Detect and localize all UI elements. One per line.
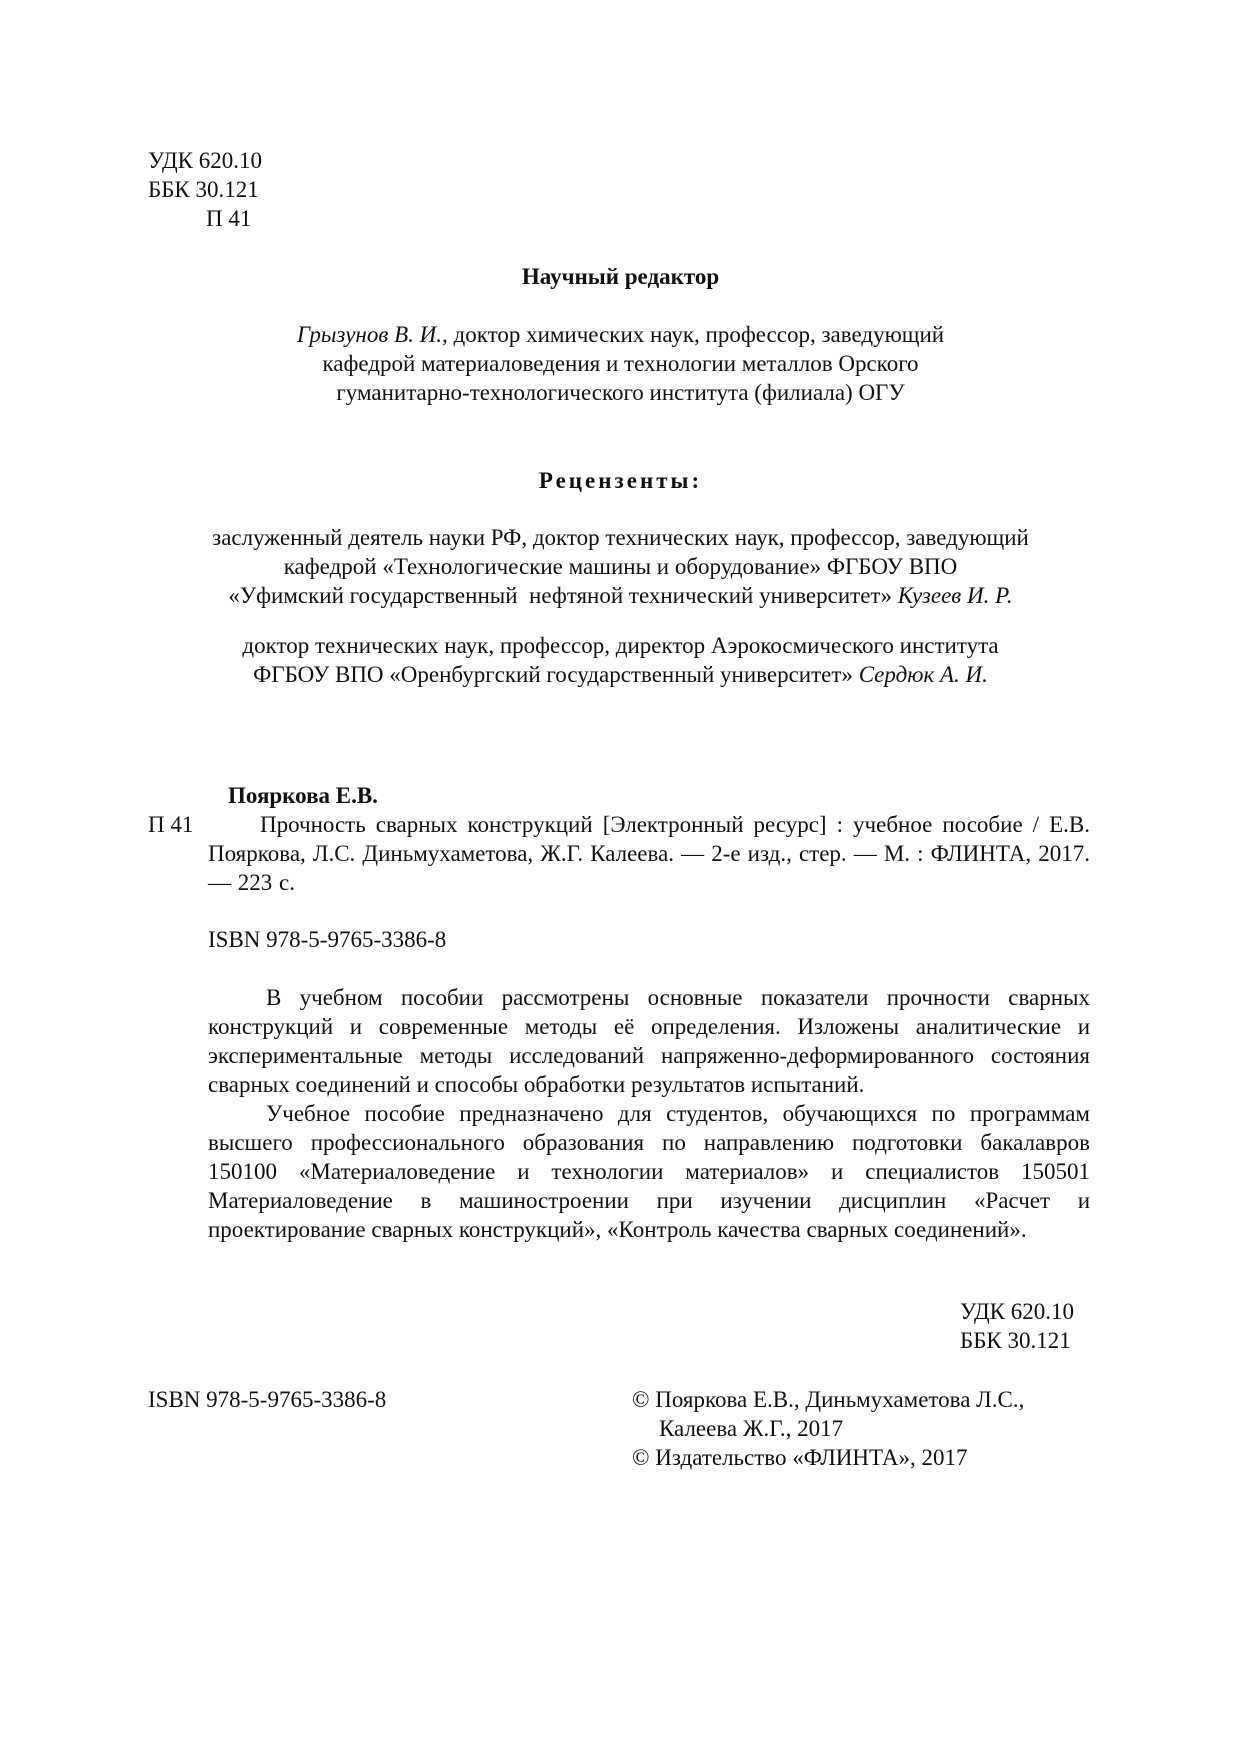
- bbk-code: ББК 30.121: [148, 177, 259, 202]
- reviewer-2: [0, 631, 1241, 689]
- scientific-editor-line-2: кафедрой материаловедения и технологии металлов Орского: [322, 351, 919, 376]
- udk-code: УДК 620.10: [148, 148, 262, 173]
- classification-block: [148, 146, 262, 233]
- copyright-line-3: © Издательство «ФЛИНТА», 2017: [632, 1445, 968, 1470]
- reviewers-heading: Рецензенты:: [538, 468, 703, 493]
- reviewer-2-line-1: доктор технических наук, профессор, директор Аэрокосмического института: [242, 633, 999, 658]
- scientific-editor-title: доктор химических наук, профессор, заведующий: [447, 322, 945, 347]
- copyright-line-1: © Пояркова Е.В., Диньмухаметова Л.С.,: [632, 1387, 1025, 1412]
- scientific-editor-heading: Научный редактор: [521, 264, 720, 289]
- reviewer-1-line-1: заслуженный деятель науки РФ, доктор технических наук, профессор, заведующий: [212, 525, 1029, 550]
- copyright-line-2: Калеева Ж.Г., 2017: [659, 1416, 844, 1441]
- reviewer-2-line-2: [0, 660, 1241, 689]
- annotation-paragraph-2: Учебное пособие предназначено для студентов, обучающихся по программам высшего профессионального образования по направлению подготовки бакалавров 150100 «Материаловедение и технологии материалов» и специалистов 150501 Материаловедение в машиностроении при изучении дисциплин «Расчет и проектирование сварных конструкций», «Контроль качества сварных соединений».: [208, 1101, 1090, 1242]
- bibliography-author: Пояркова Е.В.: [228, 783, 378, 808]
- footer-isbn: ISBN 978-5-9765-3386-8: [148, 1387, 387, 1412]
- reviewer-1-line-3: [0, 581, 1241, 610]
- bottom-bbk-code: ББК 30.121: [960, 1328, 1071, 1353]
- reviewer-1: [0, 523, 1241, 610]
- reviewer-2-affiliation: ФГБОУ ВПО «Оренбургский государственный университет»: [253, 662, 859, 687]
- reviewer-1-affiliation: «Уфимский государственный нефтяной технический университет»: [228, 583, 898, 608]
- copyright-block: [632, 1385, 1024, 1472]
- reviewer-1-name: Кузеев И. Р.: [897, 583, 1013, 608]
- reviewer-2-name: Сердюк А. И.: [858, 662, 988, 687]
- scientific-editor-line-1: [0, 320, 1241, 349]
- annotation: [208, 983, 1090, 1244]
- author-sign-code: П 41: [206, 206, 252, 231]
- bibliography-record: Прочность сварных конструкций [Электронный ресурс] : учебное пособие / Е.В. Пояркова, Л.С. Диньмухаметова, Ж.Г. Калеева. — 2-е изд., стер. — М. : ФЛИНТА, 2017. — 223 с.: [208, 812, 1090, 895]
- scientific-editor-name: Грызунов В. И.,: [296, 322, 448, 347]
- bottom-udk-code: УДК 620.10: [960, 1299, 1074, 1324]
- bottom-classification: [960, 1297, 1074, 1355]
- scientific-editor-info: [0, 320, 1241, 407]
- reviewer-1-line-2: кафедрой «Технологические машины и оборудование» ФГБОУ ВПО: [283, 554, 958, 579]
- bibliography-code: П 41: [148, 812, 194, 837]
- scientific-editor-line-3: гуманитарно-технологического института (филиала) ОГУ: [336, 380, 905, 405]
- annotation-paragraph-1: В учебном пособии рассмотрены основные показатели прочности сварных конструкций и современные методы её определения. Изложены аналитические и экспериментальные методы исследований напряженно-деформированного состояния сварных соединений и способы обработки результатов испытаний.: [208, 985, 1090, 1097]
- bibliography-isbn: ISBN 978-5-9765-3386-8: [208, 927, 447, 952]
